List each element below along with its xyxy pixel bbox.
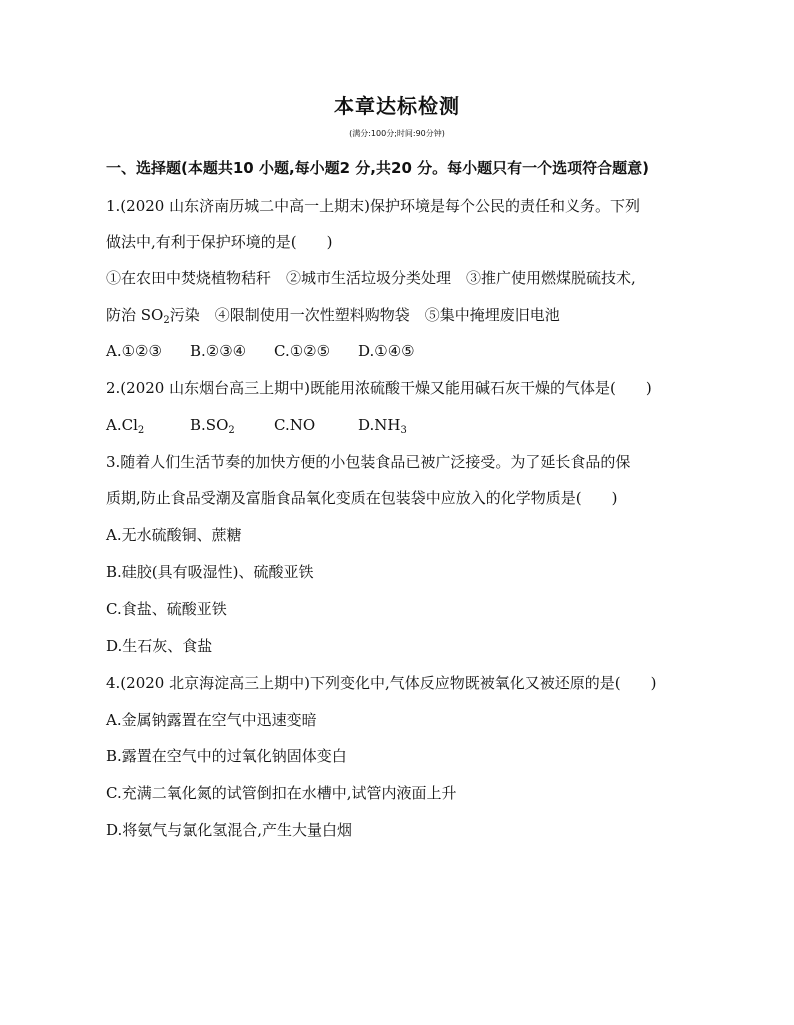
- page-subtitle: (满分:100分;时间:90分钟): [349, 129, 445, 138]
- q2-option-d: [358, 415, 407, 435]
- q2-option-c: C.NO: [274, 416, 316, 434]
- q1-option-b: B.②③④: [190, 342, 247, 360]
- q3-option-c: C.食盐、硫酸亚铁: [106, 600, 227, 618]
- q1-stem-line-1: 1.(2020 山东济南历城二中高一上期末)保护环境是每个公民的责任和义务。下列: [106, 197, 640, 215]
- q1-items-line-2-sub: 2: [163, 315, 170, 326]
- q1-option-a: A.①②③: [106, 342, 162, 360]
- q1-items-line-2-part-a: 防治 SO: [106, 306, 164, 324]
- q2-option-d-text: D.NH: [358, 416, 401, 434]
- q1-option-d: D.①④⑤: [358, 342, 415, 360]
- q2-option-d-sub: 3: [400, 425, 407, 436]
- q3-option-d: D.生石灰、食盐: [106, 637, 213, 655]
- q1-options: [106, 341, 415, 361]
- q1-items-line-2-part-b: 污染 ④限制使用一次性塑料购物袋 ⑤集中掩埋废旧电池: [169, 306, 560, 324]
- q2-option-a: [106, 415, 190, 435]
- q2-option-b-text: B.SO: [190, 416, 229, 434]
- q1-stem-line-2: 做法中,有利于保护环境的是( ): [106, 233, 333, 251]
- page-title: 本章达标检测: [334, 94, 460, 118]
- q3-option-a: A.无水硫酸铜、蔗糖: [106, 526, 242, 544]
- q4-option-b: B.露置在空气中的过氧化钠固体变白: [106, 747, 347, 765]
- q1-option-c: C.①②⑤: [274, 342, 331, 360]
- q2-option-a-text: A.Cl: [106, 416, 138, 434]
- q1-items-line-1: ①在农田中焚烧植物秸秆 ②城市生活垃圾分类处理 ③推广使用燃煤脱硫技术,: [106, 269, 636, 287]
- q2-options: [106, 415, 407, 435]
- q2-option-b: [190, 415, 274, 435]
- q4-option-c: C.充满二氧化氮的试管倒扣在水槽中,试管内液面上升: [106, 784, 457, 802]
- q2-stem: 2.(2020 山东烟台高三上期中)既能用浓硫酸干燥又能用碱石灰干燥的气体是( ): [106, 379, 652, 397]
- q3-stem-line-2: 质期,防止食品受潮及富脂食品氧化变质在包装袋中应放入的化学物质是( ): [106, 489, 618, 507]
- q2-option-b-sub: 2: [228, 425, 235, 436]
- q4-option-d: D.将氨气与氯化氢混合,产生大量白烟: [106, 821, 353, 839]
- q4-stem: 4.(2020 北京海淀高三上期中)下列变化中,气体反应物既被氧化又被还原的是( ): [106, 674, 657, 692]
- q2-option-a-sub: 2: [137, 425, 145, 436]
- section-header: 一、选择题(本题共10 小题,每小题2 分,共20 分。每小题只有一个选项符合题意): [106, 159, 649, 177]
- q1-items-line-2: [106, 305, 560, 325]
- q4-option-a: A.金属钠露置在空气中迅速变暗: [106, 711, 317, 729]
- q3-option-b: B.硅胶(具有吸湿性)、硫酸亚铁: [106, 563, 314, 581]
- q3-stem-line-1: 3.随着人们生活节奏的加快方便的小包装食品已被广泛接受。为了延长食品的保: [106, 453, 631, 471]
